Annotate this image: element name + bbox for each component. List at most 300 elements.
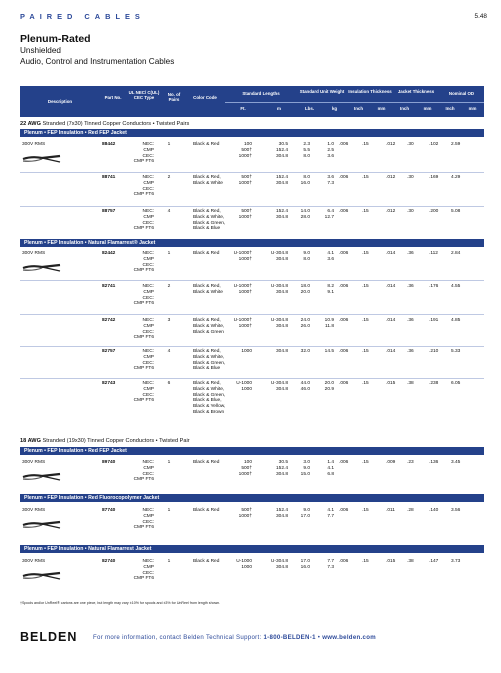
ul-type: CMP FT6 [133, 366, 154, 372]
length-ft: 500† [241, 147, 252, 153]
ul-type: CMP FT6 [133, 477, 154, 483]
insulation-mm: .15 [362, 508, 369, 513]
col-m: m [277, 106, 281, 111]
jacket-bar: Plenum • FEP Insulation • Red Fluorocopolymer Jacket [20, 494, 484, 502]
insulation-inch: .006 [339, 284, 349, 289]
weight-lbs: 32.0 [300, 349, 310, 354]
col-ins-mm: mm [377, 106, 386, 111]
jacket-mm: .30 [407, 209, 414, 214]
weight-lbs: 44.0 [300, 381, 310, 386]
weight-kg: 3.6 [327, 256, 334, 262]
pair-count: 4 [167, 349, 171, 354]
row-divider [20, 314, 484, 315]
jacket-mm: .30 [407, 175, 414, 180]
od-inch: .169 [429, 175, 439, 180]
length-m: 304.8 [275, 323, 288, 329]
od-mm: 4.85 [451, 318, 461, 323]
insulation-mm: .15 [362, 284, 369, 289]
pair-count: 4 [167, 209, 171, 214]
col-pairs: No. of Pairs [167, 92, 181, 102]
ul-type: NEC: [142, 559, 154, 564]
pair-count: 2 [167, 284, 171, 289]
page-number: 5.48 [474, 13, 487, 20]
pair-count: 1 [167, 508, 171, 513]
ul-type: CMP FT6 [133, 268, 154, 274]
ul-type: NEC: [142, 508, 154, 513]
footnote: †Spools and/or UnReel® cartons are one piece, but length may vary ±10% for spools and ±3% for UnReel from length shown. [20, 601, 221, 605]
od-mm: 2.59 [451, 142, 461, 147]
col-kg: kg [331, 106, 338, 111]
ul-type: NEC: [142, 251, 154, 256]
length-ft: 500† [241, 508, 252, 513]
od-mm: 3.73 [451, 559, 461, 564]
part-number: 88442 [102, 142, 116, 147]
ul-type: CMP FT6 [133, 335, 154, 341]
weight-lbs: 46.0 [300, 386, 310, 392]
jacket-inch: .014 [386, 318, 396, 323]
col-jk-inch: Inch [399, 106, 410, 111]
length-ft: 1000 [241, 349, 252, 354]
voltage-rating: 300V RMS [22, 508, 46, 513]
jacket-inch: .015 [386, 381, 396, 386]
od-inch: .191 [429, 318, 439, 323]
color-code: Black & Yellow, [193, 404, 226, 410]
part-number: 88741 [102, 175, 116, 180]
length-m: 304.8 [275, 214, 288, 220]
ul-type: CMP [143, 354, 154, 360]
belden-logo: BELDEN [20, 630, 78, 644]
col-ins-inch: Inch [353, 106, 364, 111]
length-m: 304.8 [275, 513, 288, 519]
ul-type: CMP [143, 564, 154, 570]
ul-type: CMP FT6 [133, 226, 154, 232]
ul-type: CMP [143, 323, 154, 329]
length-m: 152.4 [275, 209, 288, 214]
color-code: Black & Blue [193, 226, 221, 232]
insulation-inch: .006 [339, 142, 349, 147]
weight-lbs: 28.0 [300, 214, 310, 220]
length-m: 304.8 [275, 386, 288, 392]
jacket-bar: Plenum • FEP Insulation • Red FEP Jacket [20, 129, 484, 137]
weight-lbs: 16.0 [300, 180, 310, 186]
color-code: Black & Red, [193, 318, 221, 323]
col-standard-weight: Standard Unit Weight [299, 89, 345, 94]
weight-kg: 12.7 [324, 214, 334, 220]
weight-kg: 3.6 [327, 153, 334, 159]
color-code: Black & Red, [193, 349, 221, 354]
length-m: 304.8 [275, 349, 288, 354]
weight-lbs: 9.0 [303, 508, 310, 513]
length-m: 30.5 [278, 460, 288, 465]
weight-kg: 4.1 [327, 465, 334, 471]
jacket-inch: .009 [386, 460, 396, 465]
ul-type: CMP [143, 289, 154, 295]
ul-type: CMP [143, 465, 154, 471]
length-m: 304.8 [275, 153, 288, 159]
weight-lbs: 8.0 [303, 175, 310, 180]
weight-kg: 14.5 [324, 349, 334, 354]
length-ft: 1000† [238, 214, 252, 220]
ul-type: CMP [143, 256, 154, 262]
insulation-inch: .006 [339, 175, 349, 180]
weight-lbs: 24.0 [300, 318, 310, 323]
jacket-mm: .36 [407, 284, 414, 289]
col-jk-mm: mm [423, 106, 432, 111]
cable-illustration-icon [22, 150, 62, 166]
length-ft: 100 [243, 460, 252, 465]
length-ft: U-1000† [233, 318, 252, 323]
ul-type: CEC: [142, 329, 154, 335]
ul-type: NEC: [142, 460, 154, 465]
weight-kg: 1.4 [327, 460, 334, 465]
weight-lbs: 20.0 [300, 289, 310, 295]
length-m: 152.4 [275, 147, 288, 153]
length-m: U-304.8 [270, 559, 288, 564]
voltage-rating: 300V RMS [22, 559, 46, 564]
pair-count: 1 [167, 251, 171, 256]
color-code: Black & Green, [193, 220, 226, 226]
color-code: Black & White [193, 180, 223, 186]
length-ft: 100 [243, 142, 252, 147]
cable-illustration-icon [22, 567, 62, 583]
part-number: 82742 [102, 318, 116, 323]
part-number: 88757 [102, 209, 116, 214]
od-mm: 5.33 [451, 349, 461, 354]
color-code: Black & Red, [193, 381, 221, 386]
length-m: U-304.8 [270, 251, 288, 256]
weight-kg: 10.9 [324, 318, 334, 323]
od-inch: .140 [429, 508, 439, 513]
color-code: Black & Red, [193, 284, 221, 289]
voltage-rating: 300V RMS [22, 142, 46, 147]
ul-type: NEC: [142, 349, 154, 354]
row-divider [20, 206, 484, 207]
part-number: 87740 [102, 508, 116, 513]
cable-illustration-icon [22, 516, 62, 532]
ul-type: CMP FT6 [133, 398, 154, 404]
od-inch: .200 [429, 209, 439, 214]
weight-kg: 7.3 [327, 564, 334, 570]
ul-type: CMP [143, 386, 154, 392]
ul-type: NEC: [142, 175, 154, 180]
jacket-mm: .38 [407, 381, 414, 386]
ul-type: CEC: [142, 153, 154, 159]
col-od-mm: mm [468, 106, 477, 111]
ul-type: CMP FT6 [133, 301, 154, 307]
insulation-mm: .15 [362, 142, 369, 147]
part-number: 82740 [102, 559, 116, 564]
weight-kg: 2.5 [327, 147, 334, 153]
jacket-inch: .012 [386, 175, 396, 180]
insulation-inch: .006 [339, 559, 349, 564]
col-part-no: Part No. [104, 95, 122, 100]
insulation-inch: .006 [339, 460, 349, 465]
table-header [20, 86, 484, 117]
jacket-bar: Plenum • FEP Insulation • Natural Flamarrest Jacket [20, 545, 484, 553]
weight-kg: 8.2 [327, 284, 334, 289]
insulation-mm: .15 [362, 175, 369, 180]
part-number: 82741 [102, 284, 116, 289]
color-code: Black & Red [193, 251, 220, 256]
row-divider [20, 378, 484, 379]
voltage-rating: 300V RMS [22, 460, 46, 465]
color-code: Black & Red [193, 142, 220, 147]
od-mm: 6.05 [451, 381, 461, 386]
length-ft: 1000† [238, 323, 252, 329]
jacket-inch: .012 [386, 142, 396, 147]
insulation-mm: .15 [362, 209, 369, 214]
color-code: Black & Red [193, 508, 220, 513]
od-inch: .102 [429, 142, 439, 147]
od-mm: 4.29 [451, 175, 461, 180]
part-number: 82743 [102, 381, 116, 386]
col-ul-type: UL NEC/ C(UL) CEC Type [128, 90, 160, 100]
insulation-mm: .15 [362, 318, 369, 323]
color-code: Black & Blue, [193, 398, 222, 404]
pair-count: 1 [167, 142, 171, 147]
color-code: Black & White, [193, 354, 225, 360]
ul-type: CEC: [142, 220, 154, 226]
length-ft: 1000 [241, 564, 252, 570]
length-m: 304.8 [275, 256, 288, 262]
jacket-bar: Plenum • FEP Insulation • Natural Flamarrest® Jacket [20, 239, 484, 247]
row-divider [20, 346, 484, 347]
ul-type: CEC: [142, 295, 154, 301]
ul-type: NEC: [142, 318, 154, 323]
subtitle-unshielded: Unshielded [20, 46, 61, 55]
weight-kg: 20.0 [324, 381, 334, 386]
weight-lbs: 9.0 [303, 251, 310, 256]
col-insulation: Insulation Thickness [348, 89, 392, 94]
jacket-inch: .014 [386, 284, 396, 289]
length-m: 152.4 [275, 465, 288, 471]
color-code: Black & White, [193, 323, 225, 329]
weight-lbs: 15.0 [300, 471, 310, 477]
ul-type: CMP FT6 [133, 159, 154, 165]
pair-count: 2 [167, 175, 171, 180]
insulation-mm: .15 [362, 349, 369, 354]
voltage-rating: 300V RMS [22, 251, 46, 256]
jacket-mm: .30 [407, 142, 414, 147]
cable-illustration-icon [22, 468, 62, 484]
length-ft: U-1000† [233, 251, 252, 256]
ul-type: NEC: [142, 209, 154, 214]
weight-kg: 1.0 [327, 142, 334, 147]
jacket-mm: .38 [407, 559, 414, 564]
col-od-inch: Inch [445, 106, 455, 111]
jacket-mm: .36 [407, 251, 414, 256]
od-inch: .176 [429, 284, 439, 289]
insulation-inch: .006 [339, 508, 349, 513]
col-ft: Ft. [240, 106, 246, 111]
length-m: U-304.8 [270, 284, 288, 289]
length-m: 30.5 [278, 142, 288, 147]
weight-lbs: 16.0 [300, 564, 310, 570]
weight-lbs: 2.3 [303, 142, 310, 147]
ul-type: NEC: [142, 381, 154, 386]
length-ft: 1000† [238, 153, 252, 159]
insulation-mm: .15 [362, 559, 369, 564]
col-jacket: Jacket Thickness [397, 89, 435, 94]
jacket-inch: .015 [386, 559, 396, 564]
insulation-inch: .006 [339, 318, 349, 323]
length-m: 152.4 [275, 508, 288, 513]
weight-lbs: 17.0 [300, 513, 310, 519]
ul-type: CMP [143, 147, 154, 153]
row-divider [20, 280, 484, 281]
color-code: Black & White [193, 289, 223, 295]
pair-count: 1 [167, 559, 171, 564]
color-code: Black & Brown [193, 410, 225, 415]
col-lbs: Lbs. [304, 106, 315, 111]
weight-kg: 7.7 [327, 559, 334, 564]
length-ft: U-1000 [236, 559, 252, 564]
ul-type: CMP [143, 513, 154, 519]
weight-kg: 9.1 [327, 289, 334, 295]
ul-type: NEC: [142, 284, 154, 289]
pair-count: 6 [167, 381, 171, 386]
jacket-inch: .011 [386, 508, 395, 513]
ul-type: CEC: [142, 186, 154, 192]
jacket-inch: .014 [386, 349, 396, 354]
weight-kg: 3.6 [327, 175, 334, 180]
part-number: 82757 [102, 349, 116, 354]
ul-type: CEC: [142, 262, 154, 268]
contact-line: For more information, contact Belden Technical Support: 1-800-BELDEN-1 • www.belden.com [93, 634, 376, 641]
weight-lbs: 9.0 [303, 465, 310, 471]
weight-lbs: 8.0 [303, 256, 310, 262]
od-inch: .112 [429, 251, 438, 256]
weight-kg: 11.8 [325, 323, 334, 329]
col-standard-lengths: Standard Lengths [242, 91, 280, 96]
weight-lbs: 3.0 [303, 460, 310, 465]
insulation-mm: .15 [362, 460, 369, 465]
color-code: Black & Green, [193, 360, 226, 366]
pair-count: 3 [167, 318, 171, 323]
col-nominal-od: Nominal OD [448, 91, 475, 96]
length-m: U-304.8 [270, 318, 288, 323]
jacket-inch: .014 [386, 251, 396, 256]
ul-type: CMP [143, 180, 154, 186]
insulation-inch: .006 [339, 381, 349, 386]
jacket-mm: .36 [407, 318, 414, 323]
row-divider [20, 172, 484, 173]
length-ft: 500† [241, 209, 252, 214]
weight-lbs: 18.0 [300, 284, 310, 289]
od-inch: .136 [429, 460, 439, 465]
ul-type: CMP FT6 [133, 576, 154, 582]
od-inch: .210 [429, 349, 439, 354]
length-ft: 1000† [238, 256, 252, 262]
length-ft: 1000† [238, 471, 252, 477]
length-ft: 1000† [238, 289, 252, 295]
od-inch: .147 [429, 559, 439, 564]
weight-kg: 4.1 [327, 508, 334, 513]
ul-type: NEC: [142, 142, 154, 147]
length-ft: U-1000 [236, 381, 252, 386]
color-code: Black & White, [193, 386, 225, 392]
od-mm: 2.84 [451, 251, 461, 256]
subtitle-application: Audio, Control and Instrumentation Cables [20, 57, 175, 66]
color-code: Black & White, [193, 214, 225, 220]
weight-lbs: 8.0 [303, 153, 310, 159]
ul-type: CEC: [142, 570, 154, 576]
length-ft: 1000† [238, 180, 252, 186]
ul-type: CEC: [142, 471, 154, 477]
length-ft: 500† [241, 465, 252, 471]
length-m: 304.8 [275, 180, 288, 186]
weight-lbs: 14.0 [300, 209, 310, 214]
length-m: 304.8 [275, 564, 288, 570]
jacket-mm: .28 [407, 508, 414, 513]
color-code: Black & Blue [193, 366, 221, 372]
weight-kg: 4.1 [327, 251, 334, 256]
color-code: Black & Green [193, 329, 224, 335]
od-mm: 5.08 [451, 209, 461, 214]
length-ft: 1000† [238, 513, 252, 519]
length-ft: 1000 [241, 386, 252, 392]
page-title: Plenum-Rated [20, 33, 91, 45]
ul-type: CEC: [142, 519, 154, 525]
jacket-inch: .012 [386, 209, 396, 214]
od-mm: 3.56 [451, 508, 461, 513]
length-ft: U-1000† [233, 284, 252, 289]
color-code: Black & Red [193, 559, 220, 564]
weight-lbs: 26.0 [300, 323, 310, 329]
length-m: U-304.8 [270, 381, 288, 386]
od-inch: .238 [429, 381, 439, 386]
section-title: PAIRED CABLES [20, 12, 145, 21]
cable-illustration-icon [22, 259, 62, 275]
od-mm: 3.45 [451, 460, 461, 465]
ul-type: CEC: [142, 392, 154, 398]
color-code: Black & Green, [193, 392, 226, 398]
insulation-inch: .006 [339, 251, 349, 256]
weight-kg: 20.9 [324, 386, 334, 392]
od-mm: 4.55 [451, 284, 461, 289]
insulation-mm: .15 [362, 381, 369, 386]
weight-kg: 7.3 [327, 180, 334, 186]
color-code: Black & Red, [193, 209, 221, 214]
col-description: Description [47, 99, 73, 104]
ul-type: CMP [143, 214, 154, 220]
ul-type: CEC: [142, 360, 154, 366]
jacket-bar: Plenum • FEP Insulation • Red FEP Jacket [20, 447, 484, 455]
ul-type: CMP FT6 [133, 192, 154, 198]
col-color-code: Color Code [193, 95, 217, 100]
color-code: Black & Red, [193, 175, 221, 180]
insulation-inch: .006 [339, 349, 349, 354]
part-number: 89740 [102, 460, 116, 465]
weight-kg: 7.7 [327, 513, 334, 519]
length-m: 152.4 [275, 175, 288, 180]
weight-lbs: 5.5 [303, 147, 310, 153]
jacket-mm: .23 [407, 460, 414, 465]
color-code: Black & Red [193, 460, 220, 465]
weight-kg: 6.8 [327, 471, 334, 477]
insulation-mm: .15 [362, 251, 369, 256]
jacket-mm: .36 [407, 349, 414, 354]
part-number: 82442 [102, 251, 116, 256]
gauge-22awg: 22 AWG Stranded (7x30) Tinned Copper Conductors • Twisted Pairs [20, 121, 190, 127]
ul-type: CMP FT6 [133, 525, 154, 531]
insulation-inch: .006 [339, 209, 349, 214]
pair-count: 1 [167, 460, 171, 465]
length-ft: 500† [241, 175, 252, 180]
weight-kg: 6.4 [327, 209, 334, 214]
gauge-18awg: 18 AWG Stranded (19x30) Tinned Copper Conductors • Twisted Pair [20, 438, 190, 444]
weight-lbs: 17.0 [300, 559, 310, 564]
